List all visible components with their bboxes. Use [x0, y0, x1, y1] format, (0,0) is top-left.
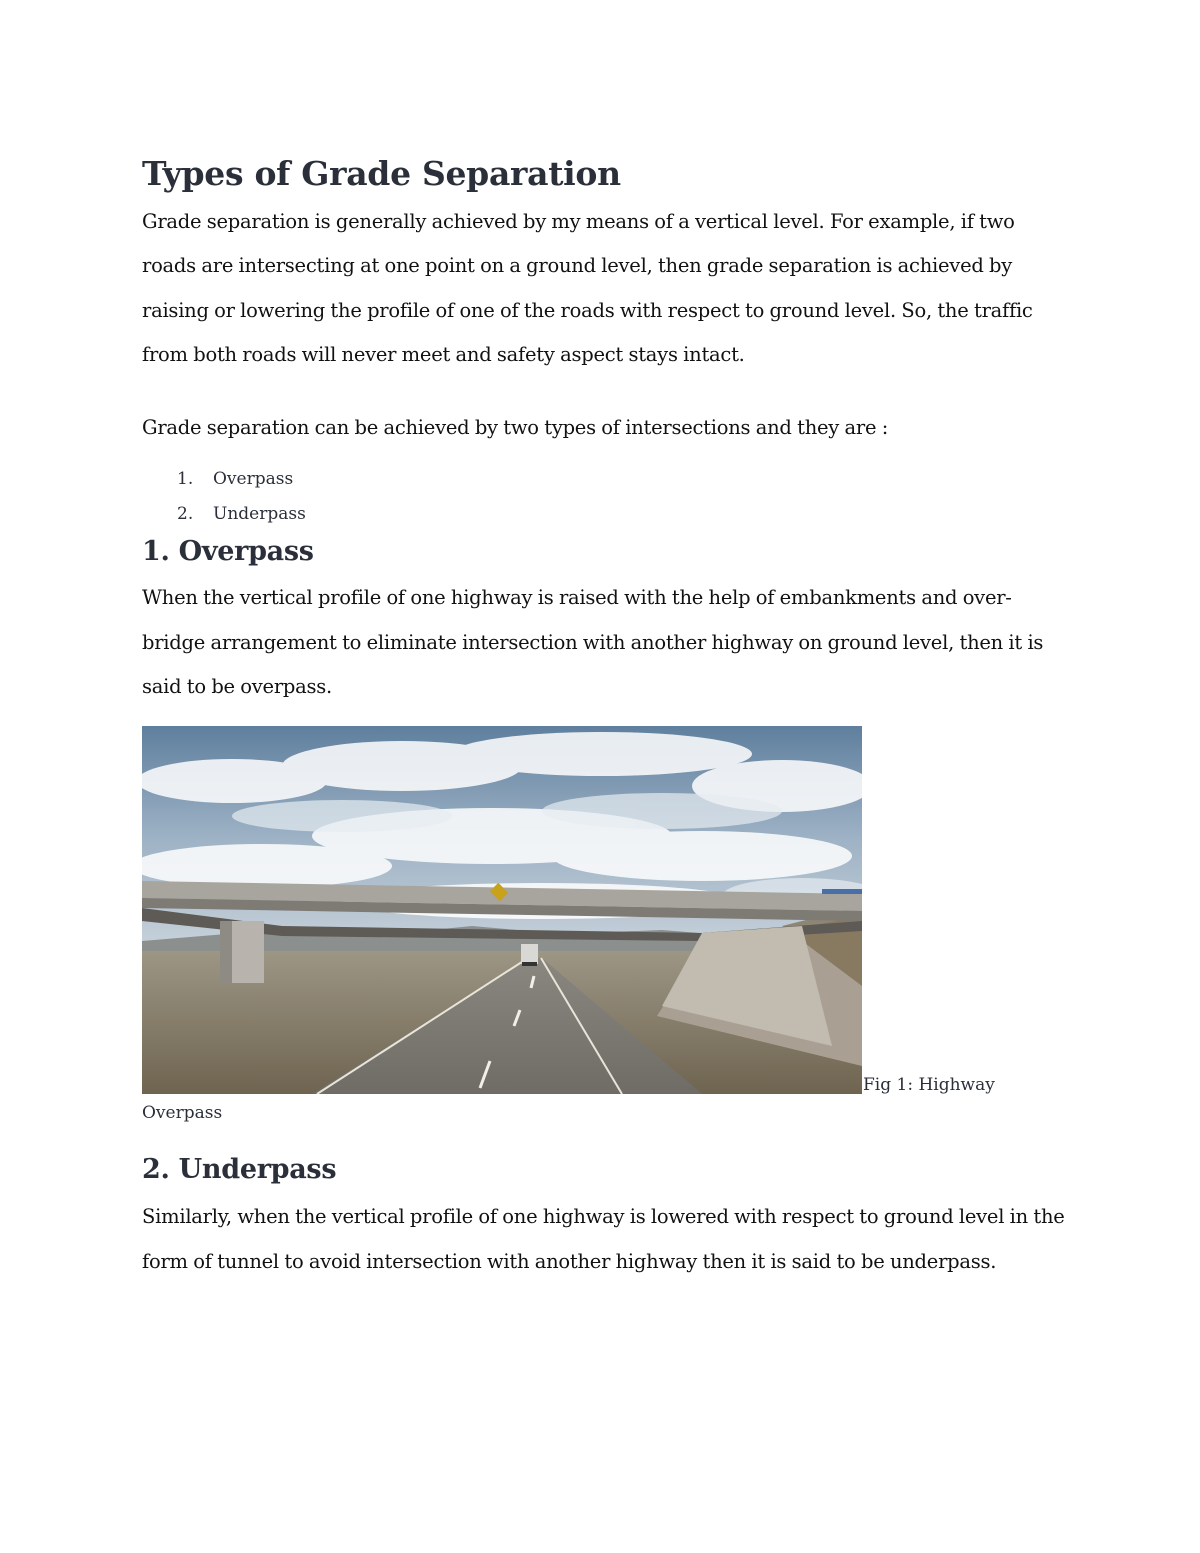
- overpass-heading: 1. Overpass: [142, 536, 314, 568]
- list-item-number: 1.: [177, 469, 194, 490]
- types-list: [142, 462, 1072, 532]
- figure-caption-line2: Overpass: [142, 1103, 223, 1124]
- list-item-label: Underpass: [213, 504, 306, 525]
- figure-caption-line1: Fig 1: Highway: [863, 1075, 995, 1096]
- document-page: [142, 150, 1072, 1284]
- underpass-heading: 2. Underpass: [142, 1154, 337, 1186]
- overpass-paragraph: When the vertical profile of one highway is raised with the help of embankments and over-bridge arrangement to eliminate intersection with another highway on ground level, then it is said to be overpass.: [142, 586, 1044, 699]
- list-item-number: 2.: [177, 504, 194, 525]
- types-intro-paragraph: Grade separation can be achieved by two types of intersections and they are :: [142, 416, 889, 440]
- overpass-figure: [142, 726, 1072, 1096]
- list-item: [142, 497, 1072, 532]
- list-item: [142, 462, 1072, 497]
- list-item-label: Overpass: [213, 469, 294, 490]
- page-title: Types of Grade Separation: [142, 154, 621, 193]
- intro-paragraph: Grade separation is generally achieved by my means of a vertical level. For example, if two roads are intersecting at one point on a ground level, then grade separation is achieved by raising or lowering the profile of one of the roads with respect to ground level. So, the traffic from both roads will never meet and safety aspect stays intact.: [142, 210, 1033, 366]
- underpass-paragraph: Similarly, when the vertical profile of one highway is lowered with respect to ground level in the form of tunnel to avoid intersection with another highway then it is said to be underpass.: [142, 1205, 1065, 1273]
- highway-overpass-photo: [142, 726, 862, 1094]
